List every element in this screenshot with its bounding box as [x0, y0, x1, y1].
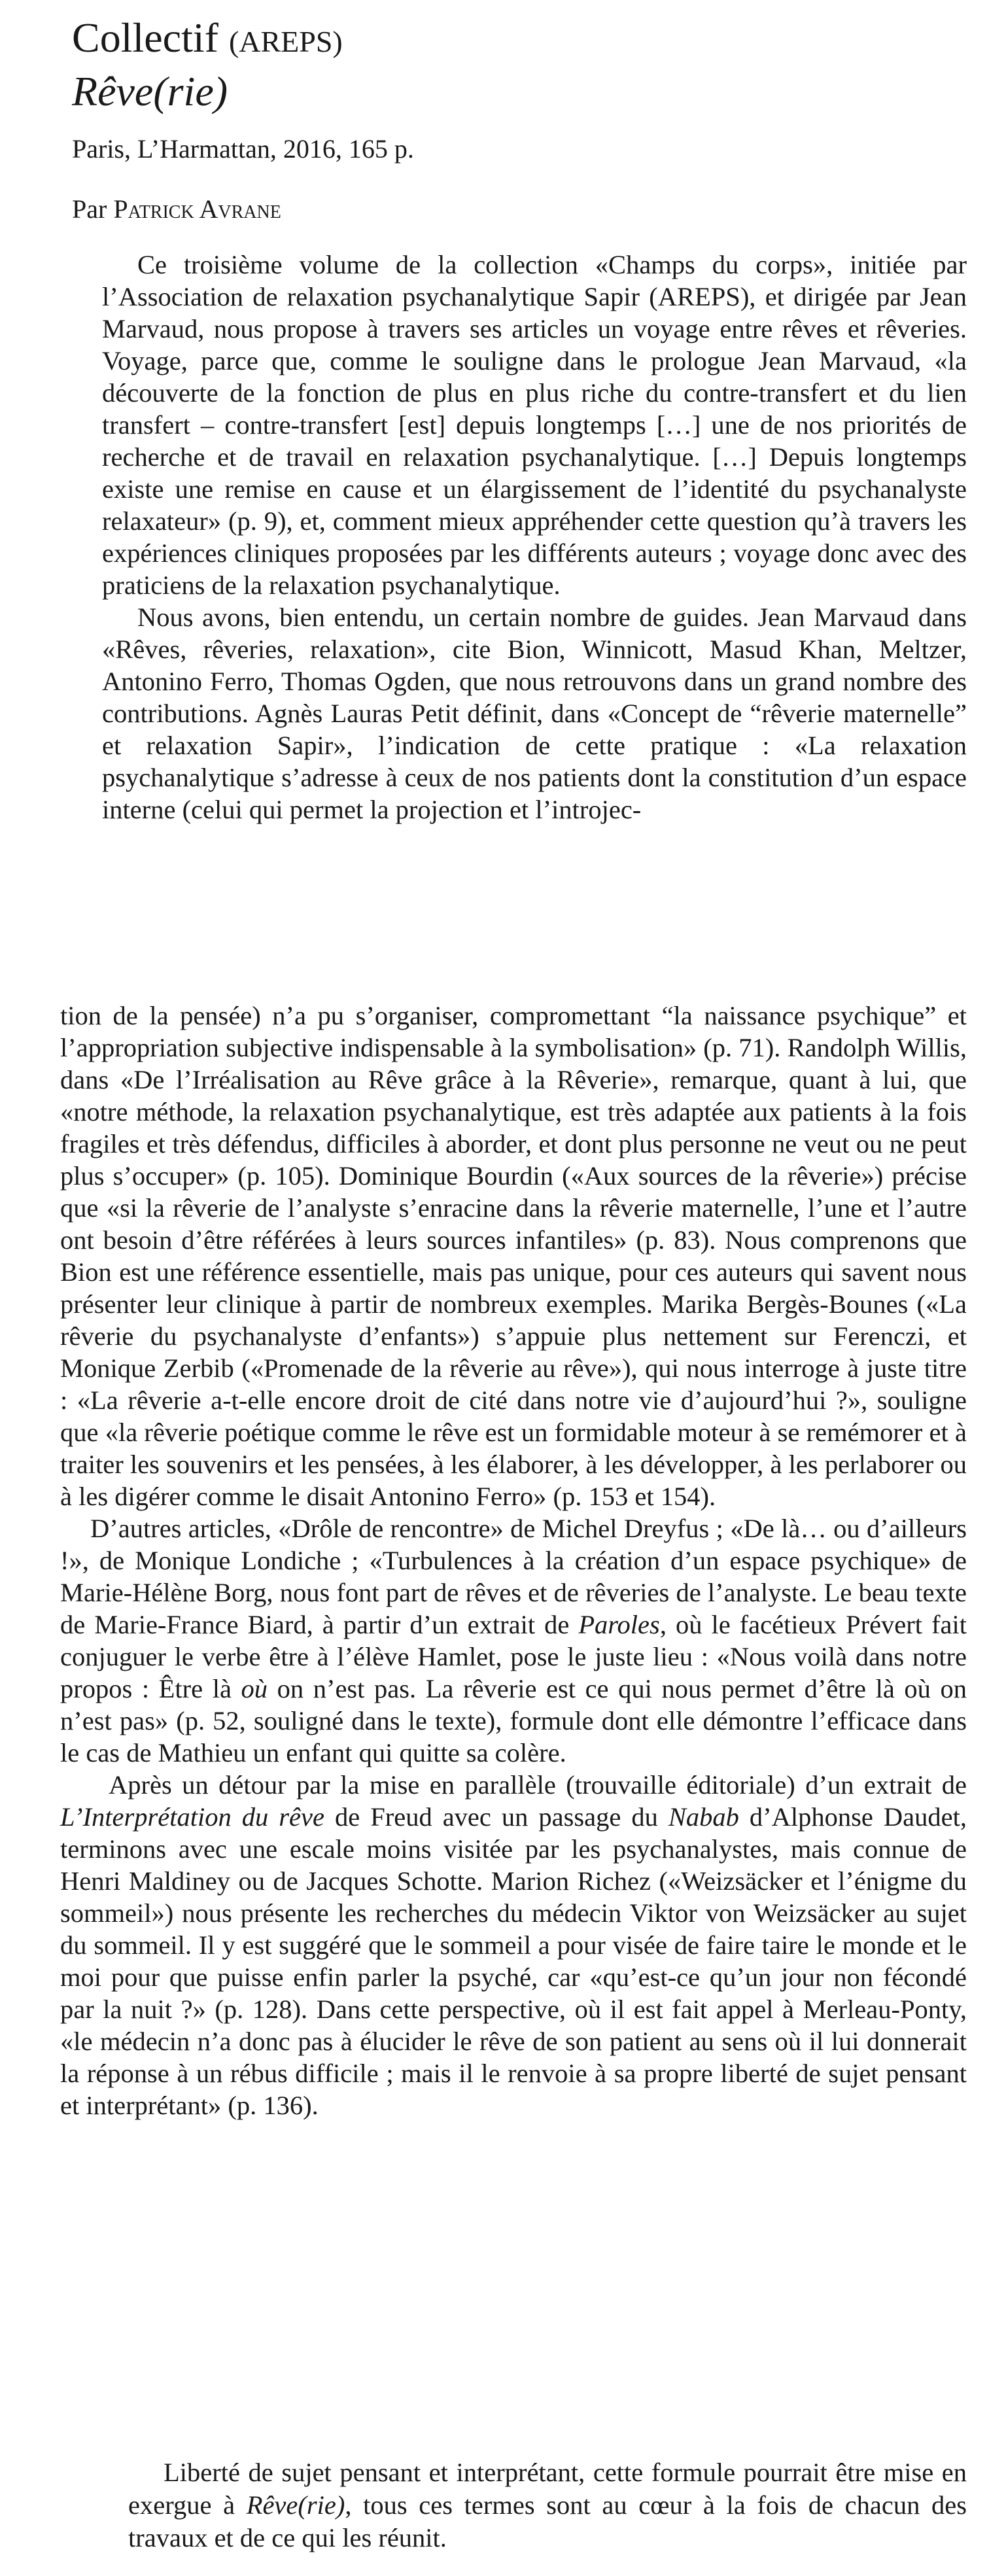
paragraph-3-italic-ou: où: [241, 1674, 268, 1703]
paragraph-4-italic-nabab: Nabab: [668, 1802, 739, 1832]
paragraph-2-continued: tion de la pensée) n’a pu s’organiser, compromettant “la naissance psychique” et l’appropriation subjective indispensable à la symbolisation» (p. 71). Randolph Willis, dans «De l’Irréalisation au Rêve grâce à la Rêverie», remarque, quant à lui, que «notre méthode, la relaxation psychanalytique, est très adaptée aux patients à la fois fragiles et très défendus, difficiles à aborder, et dont plus personne ne veut ou ne peut plus s’occuper» (p. 105). Dominique Bourdin («Aux sources de la rêverie») précise que «si la rêverie de l’analyste s’enracine dans la rêverie maternelle, l’une et l’autre ont besoin d’être référées à leurs sources infantiles» (p. 83). Nous comprenons que Bion est une référence essentielle, mais pas unique, pour ces auteurs qui savent nous présenter leur clinique à partir de nombreux exemples. Marika Bergès-Bounes («La rêverie du psychanalyste d’enfants») s’appuie plus nettement sur Ferenczi, et Monique Zerbib («Promenade de la rêverie au rêve»), qui nous interroge à juste titre : «La rêverie a-t-elle encore droit de cité dans notre vie d’aujourd’hui ?», souligne que «la rêverie poétique comme le rêve est un formidable moteur à se remémorer et à traiter les souvenirs et les pensées, à les élaborer, à les développer, à les perlaborer ou à les digérer comme le disait Antonino Ferro» (p. 153 et 154).: [60, 1001, 967, 1511]
author-name: Collectif: [72, 14, 218, 61]
paragraph-1: Ce troisième volume de la collection «Champs du corps», initiée par l’Association de relaxation psychanalytique Sapir (AREPS), et dirigée par Jean Marvaud, nous propose à travers ses articles un voyage entre rêves et rêveries. Voyage, parce que, comme le souligne dans le prologue Jean Marvaud, «la découverte de la fonction de plus en plus riche du contre-transfert et du lien transfert – contre-transfert [est] depuis longtemps […] une de nos priorités de recherche et de travail en relaxation psychanalytique. […] Depuis longtemps existe une remise en cause et un élargissement de l’identité du psychanalyste relaxateur» (p. 9), et, comment mieux appréhender cette question qu’à travers les expériences cliniques proposées par les différents auteurs ; voyage donc avec des praticiens de la relaxation psychanalytique.: [102, 250, 967, 600]
reviewer-line: [72, 191, 975, 228]
paragraph-4-part-c: d’Alphonse Daudet, terminons avec une escale moins visitée par les psychanalystes, mais connue de Henri Maldiney ou de Jacques Schotte. Marion Richez («Weizsäcker et l’énigme du sommeil») nous présente les recherches du médecin Viktor von Weizsäcker au sujet du sommeil. Il y est suggéré que le sommeil a pour visée de faire taire le monde et le moi pour que puisse enfin parler la psyché, car «qu’est-ce qu’un jour non fécondé par la nuit ?» (p. 128). Dans cette perspective, où il est fait appel à Merleau-Ponty, «le médecin n’a donc pas à élucider le rêve de son patient au sens où il lui donnerait la réponse à un rébus difficile ; mais il le renvoie à sa propre liberté de sujet pensant et interprétant» (p. 136).: [60, 1802, 967, 2120]
reviewer-name: Patrick Avrane: [113, 194, 281, 224]
paragraph-4-italic-interpretation: L’Interprétation du rêve: [60, 1802, 324, 1832]
body-column-1: [102, 249, 967, 826]
paragraph-3-italic-paroles: Paroles: [578, 1610, 660, 1639]
closing-paragraph-block: [128, 2456, 967, 2554]
paragraph-5-part-b: , tous ces termes sont au cœur à la fois de chacun des travaux et de ce qui les réunit.: [128, 2490, 967, 2552]
paragraph-2: Nous avons, bien entendu, un certain nombre de guides. Jean Marvaud dans «Rêves, rêveries, relaxation», cite Bion, Winnicott, Masud Khan, Meltzer, Antonino Ferro, Thomas Ogden, que nous retrouvons dans un grand nombre des contributions. Agnès Lauras Petit définit, dans «Concept de “rêverie maternelle” et relaxation Sapir», l’indication de cette pratique : «La relaxation psychanalytique s’adresse à ceux de nos patients dont la constitution d’un espace interne (celui qui permet la projection et l’introjec-: [102, 602, 967, 824]
paragraph-3-part-b: , où le facétieux Prévert fait conjuguer le verbe être à l’élève Hamlet, pose le juste lieu : «Nous voilà dans notre propos : Être là: [60, 1610, 967, 1703]
paragraph-4-part-a: Après un détour par la mise en parallèle (trouvaille éditoriale) d’un extrait de: [109, 1770, 967, 1800]
body-column-2: [60, 1000, 967, 2121]
paragraph-5-part-a: Liberté de sujet pensant et interprétant, cette formule pourrait être mise en exergue à: [128, 2458, 967, 2520]
book-title: Rêve(rie): [72, 68, 228, 114]
paragraph-3-part-a: D’autres articles, «Drôle de rencontre» de Michel Dreyfus ; «De là… ou d’ailleurs !», de Monique Londiche ; «Turbulences à la création d’un espace psychique» de Marie-Hélène Borg, nous font part de rêves et de rêveries de l’analyste. Le beau texte de Marie-France Biard, à partir d’un extrait de: [60, 1514, 967, 1639]
paragraph-4-part-b: de Freud avec un passage du: [324, 1802, 668, 1832]
reviewer-prefix: Par: [72, 194, 107, 224]
review-header: [72, 13, 975, 228]
paragraph-3: [60, 1512, 967, 1769]
paragraph-5: [128, 2456, 967, 2554]
author-organization: (AREPS): [228, 25, 343, 58]
publication-info: Paris, L’Harmattan, 2016, 165 p.: [72, 134, 414, 164]
paragraph-5-italic-title: Rêve(rie): [246, 2490, 345, 2520]
paragraph-4: [60, 1769, 967, 2121]
book-author: [72, 13, 975, 67]
paragraph-3-part-c: on n’est pas. La rêverie est ce qui nous permet d’être là où on n’est pas» (p. 52, souligné dans le texte), formule dont elle démontre l’efficace dans le cas de Mathieu un enfant qui quitte sa colère.: [60, 1674, 967, 1767]
